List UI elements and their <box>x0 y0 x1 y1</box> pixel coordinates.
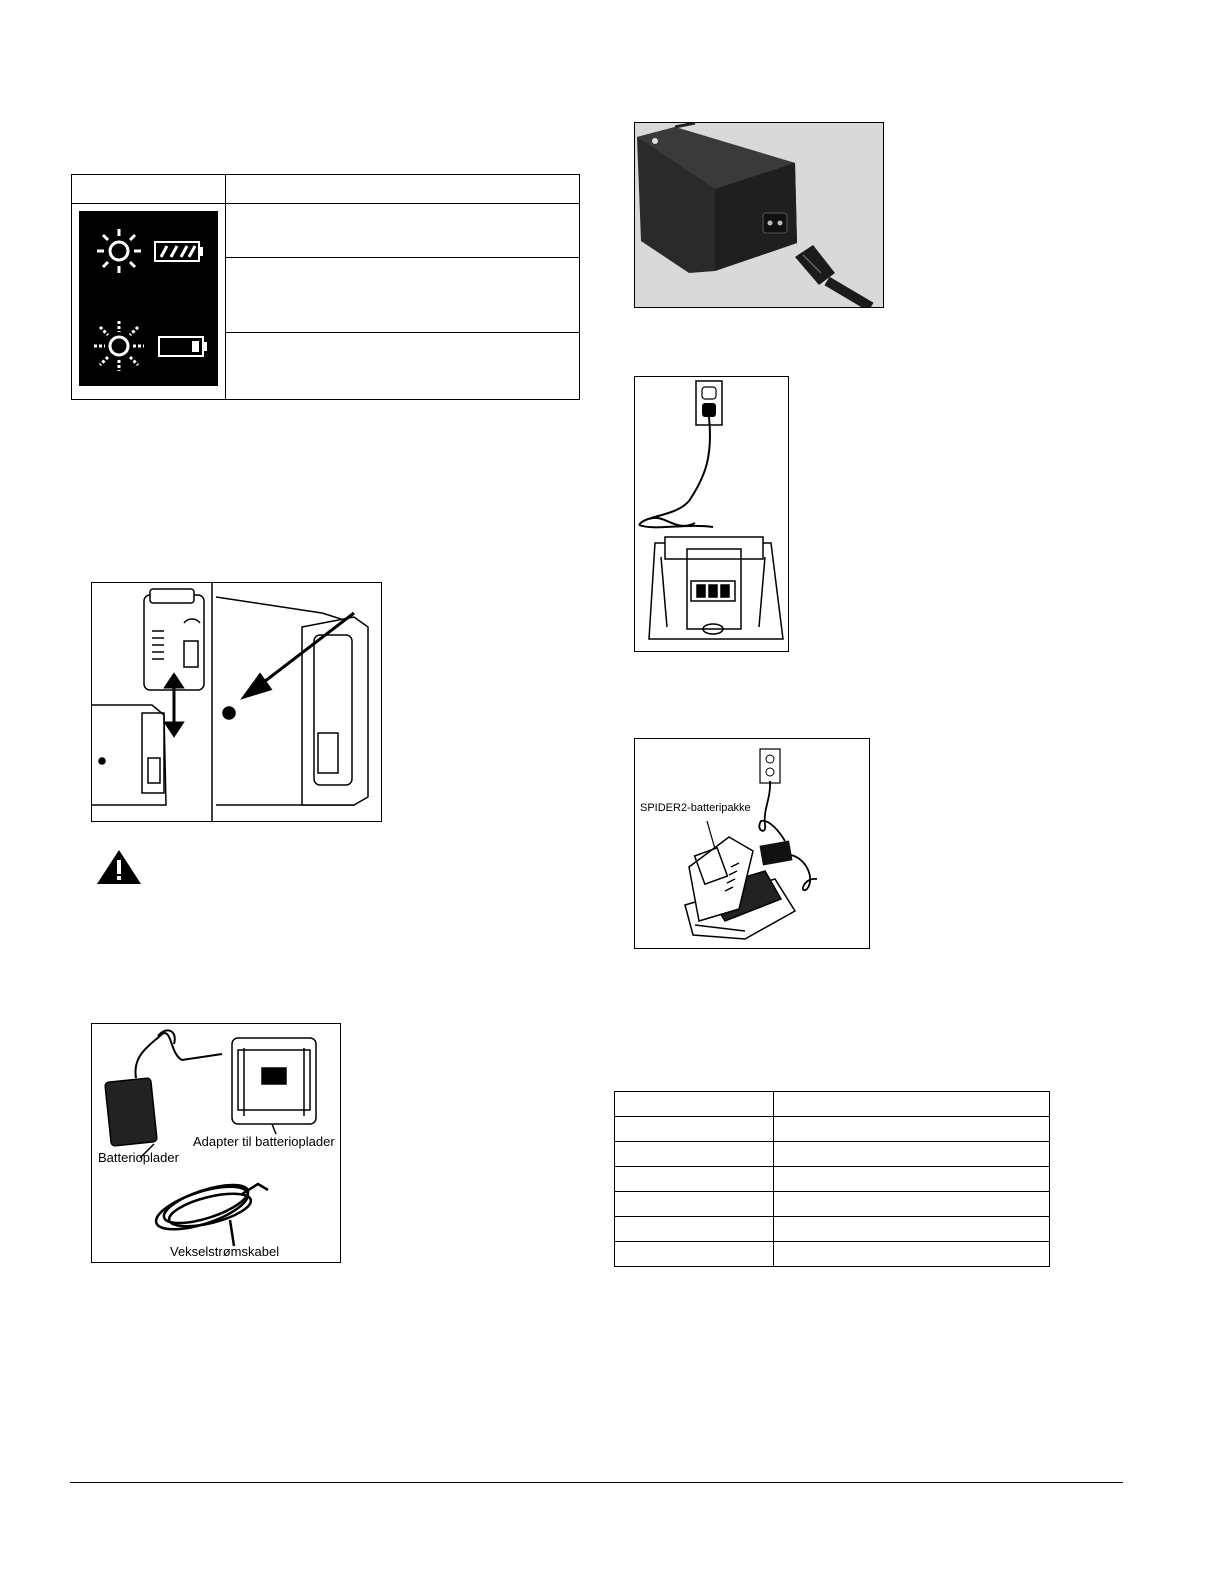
led-status-table <box>71 174 580 400</box>
table-row <box>615 1167 1050 1192</box>
table-row <box>615 1217 1050 1242</box>
table-row <box>615 1192 1050 1217</box>
table-row <box>615 1242 1050 1267</box>
battery-pack-label: SPIDER2-batteripakke <box>640 802 751 814</box>
outlet-adapter-figure <box>634 376 789 652</box>
footer-rule <box>70 1482 1123 1483</box>
battery-icon <box>155 242 203 261</box>
battery-release-figure <box>91 582 382 822</box>
table-row-divider-2 <box>226 332 579 333</box>
led-indicator-panel <box>79 211 218 386</box>
spec-table <box>614 1091 1050 1267</box>
charging-setup-figure <box>634 738 870 949</box>
warning-icon <box>96 849 142 885</box>
cable-label: Vekselstrømskabel <box>170 1244 280 1259</box>
table-header-row <box>72 175 579 204</box>
charger-label: Batterioplader <box>98 1150 179 1165</box>
charger-set-figure <box>91 1023 341 1263</box>
adapter-label: Adapter til batterioplader <box>193 1134 335 1149</box>
table-col-divider <box>225 175 226 399</box>
sun-led-icon <box>94 321 144 371</box>
table-row <box>615 1092 1050 1117</box>
sun-led-icon <box>97 229 141 273</box>
charger-photo <box>634 122 884 308</box>
table-row <box>615 1117 1050 1142</box>
table-row <box>615 1142 1050 1167</box>
battery-icon <box>159 337 207 356</box>
table-row-divider-1 <box>226 257 579 258</box>
